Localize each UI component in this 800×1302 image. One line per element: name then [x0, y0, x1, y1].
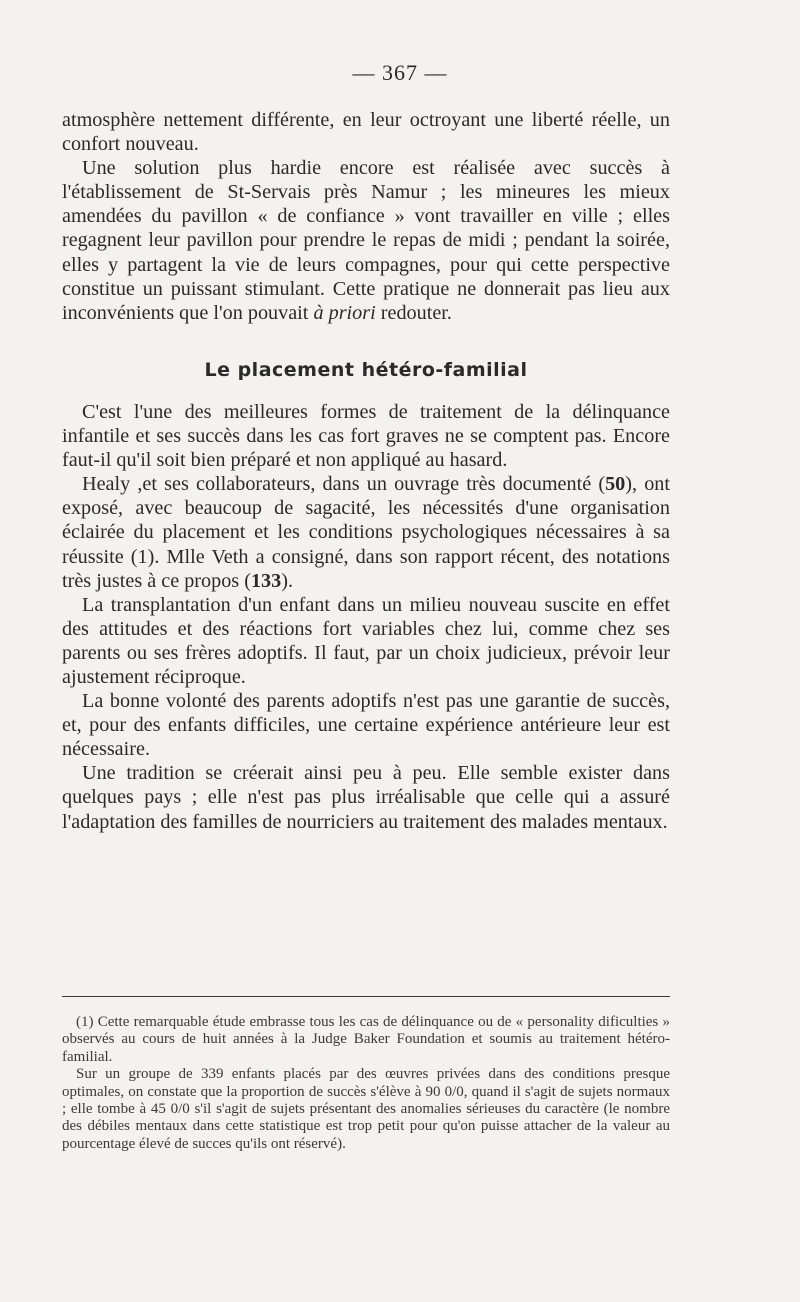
reference-number: 133 [250, 569, 282, 592]
footnotes [62, 1014, 670, 1153]
italic-text: à priori [313, 301, 376, 324]
paragraph: C'est l'une des meilleures formes de traitement de la délinquance infantile et ses succès dans les cas fort graves ne se comptent pas. Encore faut-il qu'il soit bien préparé et non appliqué au hasard. [62, 400, 670, 472]
reference-number: 50 [605, 473, 626, 496]
paragraph [62, 156, 670, 325]
section-heading: Le placement hétéro-familial [204, 358, 528, 381]
text-run: Healy ,et ses collaborateurs, dans un ouvrage très documenté ( [82, 473, 606, 496]
text-run: redouter. [375, 301, 452, 324]
footnote: (1) Cette remarquable étude embrasse tous les cas de délinquance ou de « personality dificulties » observés au cours de huit années à la Judge Baker Foundation et soumis au traitement hétéro-familial. [62, 1014, 670, 1065]
text-run: Une solution plus hardie encore est réalisée avec succès à l'établissement de St-Servais près Namur ; les mineures les mieux amendées du pavillon « de confiance » vont travailler en ville ; elles regagnent leur pavillon pour prendre le repas de midi ; pendant la soirée, elles y partagent la vie de leurs compagnes, pour qui cette perspective constitue un puissant stimulant. Cette pratique ne donnerait pas lieu aux inconvénients que l'on pouvait [62, 157, 670, 324]
paragraph: La transplantation d'un enfant dans un milieu nouveau suscite en effet des attitudes et des réactions fort variables chez lui, comme chez ses parents ou ses frères adoptifs. Il faut, par un choix judicieux, prévoir leur ajustement réciproque. [62, 593, 670, 688]
main-text [62, 108, 670, 834]
text-run: ). [281, 569, 293, 592]
paragraph: atmosphère nettement différente, en leur octroyant une liberté réelle, un confort nouveau. [62, 109, 670, 156]
footnote: Sur un groupe de 339 enfants placés par des œuvres privées dans des conditions presque optimales, on constate que la proportion de succès s'élève à 90 0/0, quand il s'agit de sujets normaux ; elle tombe à 45 0/0 s'il s'agit de sujets présentant des anomalies sérieuses du caractère (le nombre des débiles mentaux dans cette statistique est trop petit pour qu'on puisse attacher de la valeur au pourcentage élevé de succes qu'ils ont réservé). [62, 1066, 670, 1152]
paragraph: La bonne volonté des parents adoptifs n'est pas une garantie de succès, et, pour des enfants difficiles, une certaine expérience antérieure leur est nécessaire. [62, 690, 670, 761]
page-number: — 367 — [352, 60, 448, 85]
text-run: ), ont exposé, avec beaucoup de sagacité, les nécessités d'une organisation éclairée du placement et les conditions psychologiques nécessaires à sa réussite (1). Mlle Veth a consigné, dans son rapport récent, des notations très justes à ce propos ( [62, 473, 670, 592]
paragraph [62, 472, 670, 592]
paragraph: Une tradition se créerait ainsi peu à peu. Elle semble exister dans quelques pays ; elle n'est pas plus irréalisable que celle qui a assuré l'adaptation des familles de nourriciers au traitement des malades mentaux. [62, 762, 670, 833]
footnote-divider [62, 996, 670, 997]
